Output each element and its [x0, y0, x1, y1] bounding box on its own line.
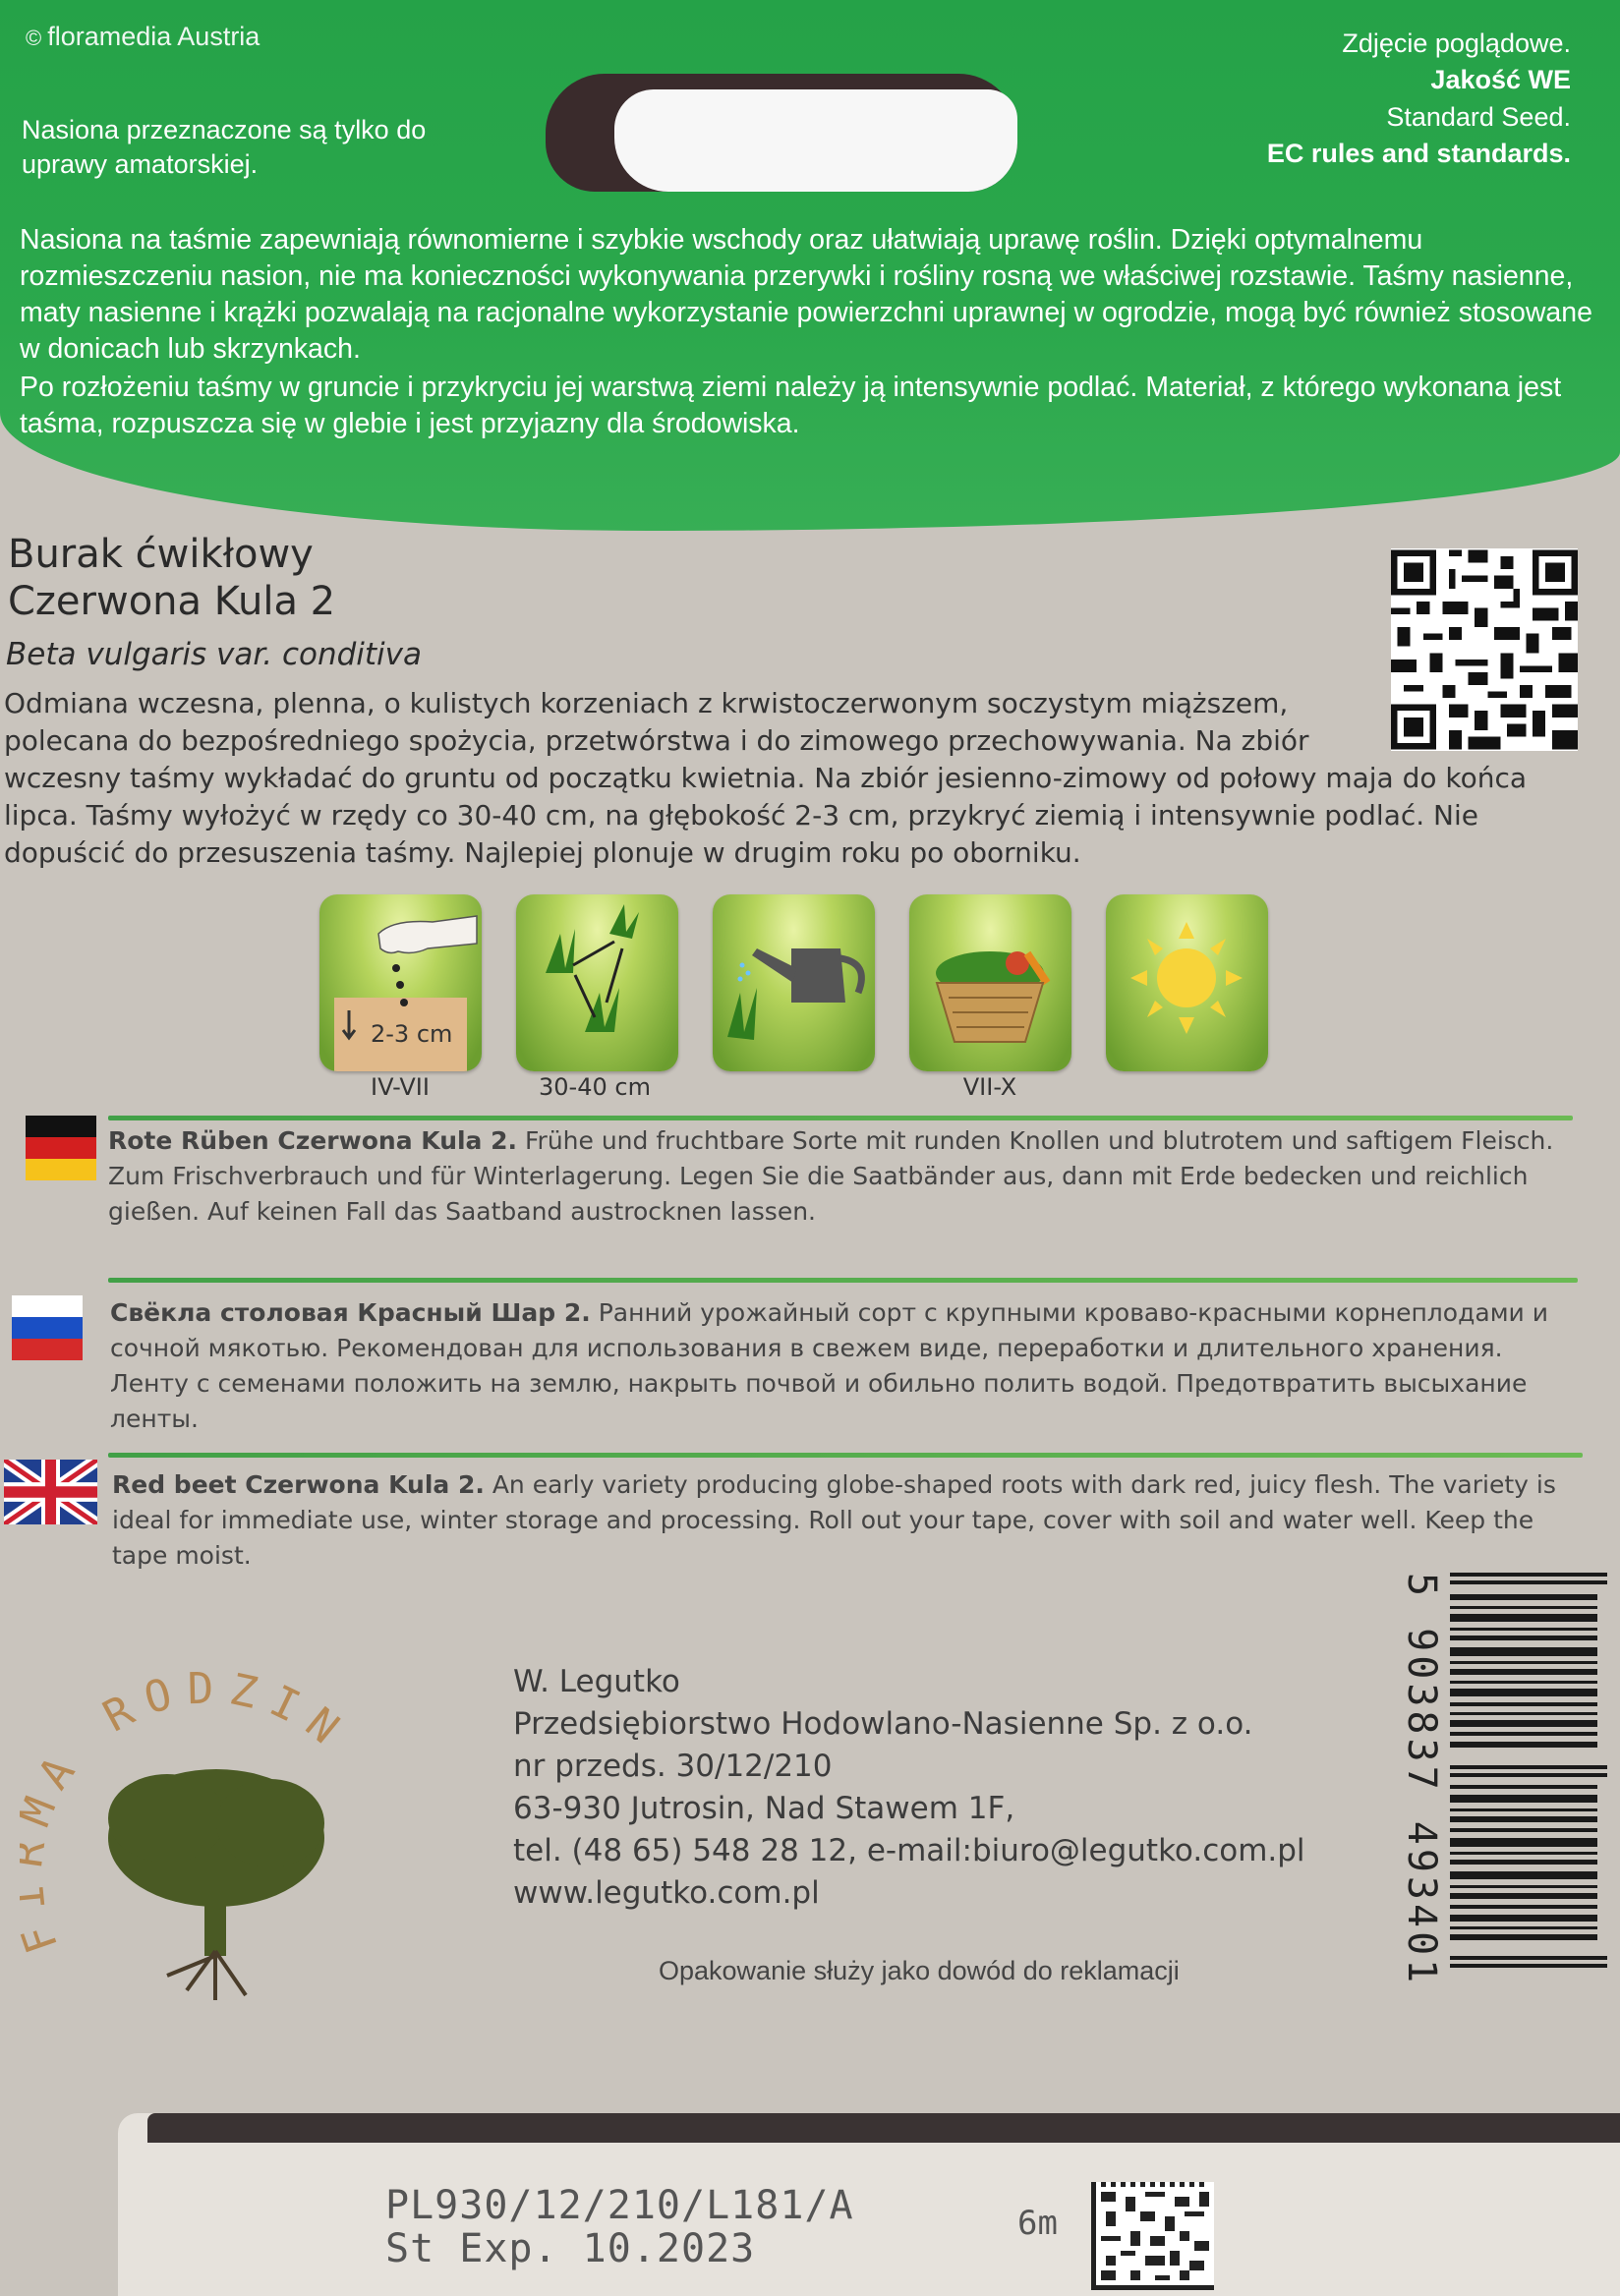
uk-flag-icon — [4, 1460, 97, 1524]
divider-ru — [108, 1278, 1578, 1283]
watering-can-icon — [713, 894, 875, 1071]
company-line4: 63-930 Jutrosin, Nad Stawem 1F, — [513, 1791, 1015, 1826]
product-name-line1: Burak ćwikłowy — [8, 532, 314, 577]
copyright-text: floramedia Austria — [47, 22, 260, 51]
barcode-number: 5 903837 493401 — [1399, 1573, 1444, 1987]
harvest-period-label: VII-X — [962, 1073, 1017, 1101]
standard-line2: EC rules and standards. — [1266, 138, 1571, 168]
company-info — [513, 1661, 1305, 1915]
latin-name: Beta vulgaris var. conditiva — [6, 637, 422, 672]
datamatrix-code[interactable] — [1091, 2182, 1214, 2290]
spacing-icon — [516, 894, 678, 1071]
german-body: Frühe und fruchtbare Sorte mit runden Knollen und blutrotem und saftigem Fleisch. Zum Frischverbrauch und für Winterlagerung. Legen Sie die Saatbänder aus, dann mit Erde bedecken und reichlich gießen. Auf keinen Fall das Saatband austrocknen lassen. — [108, 1126, 1554, 1226]
company-line1: W. Legutko — [513, 1664, 680, 1699]
quality-label: Jakość WE — [1430, 65, 1571, 95]
amateur-note: Nasiona przeznaczone są tylko do uprawy amatorskiej. — [22, 115, 427, 179]
tape-paragraph: Nasiona na taśmie zapewniają równomierne i szybkie wschody oraz ułatwiają uprawę roślin. Dzięki optymalnemu rozmieszczeniu nasion, nie ma konieczności wykonywania przerywki i rośliny rosną we właściwej rozstawie. Taśmy nasienne, maty nasienne i krążki pozwalają na racjonalne wykorzystanie powierzchni uprawnej w ogrodzie, mogą być również stosowane w donicach lub skrzynkach. — [20, 224, 1592, 366]
russian-body: Ранний урожайный сорт с крупными кроваво-красными корнеплодами и сочной мякотью. Рекомендован для использования в свежем виде, переработки и длительного хранения. Ленту с семенами положить на землю, накрыть почвой и обильно полить водой. Предотвратить высыхание ленты. — [110, 1298, 1548, 1433]
english-body: An early variety producing globe-shaped roots with dark red, juicy flesh. The variety is ideal for immediate use, winter storage and processing. Roll out your tape, cover with soil and water well. Keep the tape moist. — [112, 1470, 1556, 1570]
russian-flag-icon — [12, 1295, 83, 1360]
tape-length: 6m — [1017, 2204, 1058, 2243]
german-lead: Rote Rüben Czerwona Kula 2. — [108, 1126, 518, 1155]
desc-rest: wczesny taśmy wykładać do gruntu od początku kwietnia. Na zbiór jesienno-zimowy od połowy maja do końca lipca. Taśmy wyłożyć w rzędy co 30-40 cm, na głębokość 2-3 cm, przykryć ziemią i intensywnie podlać. Nie dopuścić do przesuszenia taśmy. Najlepiej plonuje w drugim roku po oborniku. — [4, 762, 1528, 869]
firma-rodzin-logo — [20, 1661, 393, 2015]
sun-icon — [1106, 894, 1268, 1071]
sowing-icon — [319, 894, 482, 1071]
batch-line1: PL930/12/210/L181/A — [385, 2183, 854, 2228]
tape-description — [20, 222, 1592, 442]
green-header — [0, 0, 1620, 531]
company-line2: Przedsiębiorstwo Hodowlano-Nasienne Sp. z o.o. — [513, 1706, 1253, 1742]
complaint-note: Opakowanie służy jako dowód do reklamacji — [659, 1956, 1180, 1985]
company-line3: nr przeds. 30/12/210 — [513, 1749, 833, 1784]
divider-de — [108, 1116, 1573, 1120]
tape-paragraph-2: Po rozłożeniu taśmy w gruncie i przykryciu jej warstwą ziemi należy ją intensywnie podlać. Materiał, z którego wykonana jest taśma, rozpuszcza się w glebie i jest przyjazny dla środowiska. — [20, 372, 1562, 440]
hang-hole — [546, 74, 1017, 192]
quality-block — [1267, 26, 1571, 172]
product-name-line2: Czerwona Kula 2 — [8, 579, 336, 624]
german-text — [108, 1123, 1578, 1230]
photo-note: Zdjęcie poglądowe. — [1342, 29, 1571, 58]
russian-lead: Свёкла столовая Красный Шар 2. — [110, 1298, 591, 1327]
copyright-icon: © — [26, 26, 42, 50]
desc-line2: polecana do bezpośredniego spożycia, przetwórstwa i do zimowego przechowywania. Na zbiór — [4, 724, 1309, 757]
sowing-depth-label: 2-3 cm — [371, 1020, 453, 1048]
desc-line1: Odmiana wczesna, plenna, o kulistych korzeniach z krwistoczerwonym soczystym miąższem, — [4, 687, 1289, 719]
russian-text — [110, 1295, 1583, 1437]
copyright-line — [26, 22, 260, 52]
english-text — [112, 1467, 1587, 1574]
standard-line1: Standard Seed. — [1386, 101, 1571, 132]
german-flag-icon — [26, 1116, 96, 1180]
spacing-label: 30-40 cm — [539, 1073, 651, 1101]
batch-code — [385, 2184, 854, 2270]
company-website[interactable]: www.legutko.com.pl — [513, 1875, 820, 1911]
sowing-period-label: IV-VII — [371, 1073, 430, 1101]
tear-edge — [147, 2113, 1620, 2143]
divider-en — [108, 1453, 1583, 1458]
harvest-basket-icon — [909, 894, 1071, 1071]
expiry-line: St Exp. 10.2023 — [385, 2226, 756, 2271]
company-contact: tel. (48 65) 548 28 12, e-mail:biuro@legutko.com.pl — [513, 1833, 1305, 1868]
product-description — [4, 685, 1587, 872]
english-lead: Red beet Czerwona Kula 2. — [112, 1470, 485, 1499]
barcode — [1411, 1573, 1607, 1985]
svg-text:FIRMA RODZIN: A RODZIN — [29, 1663, 359, 1799]
product-title — [8, 531, 335, 625]
